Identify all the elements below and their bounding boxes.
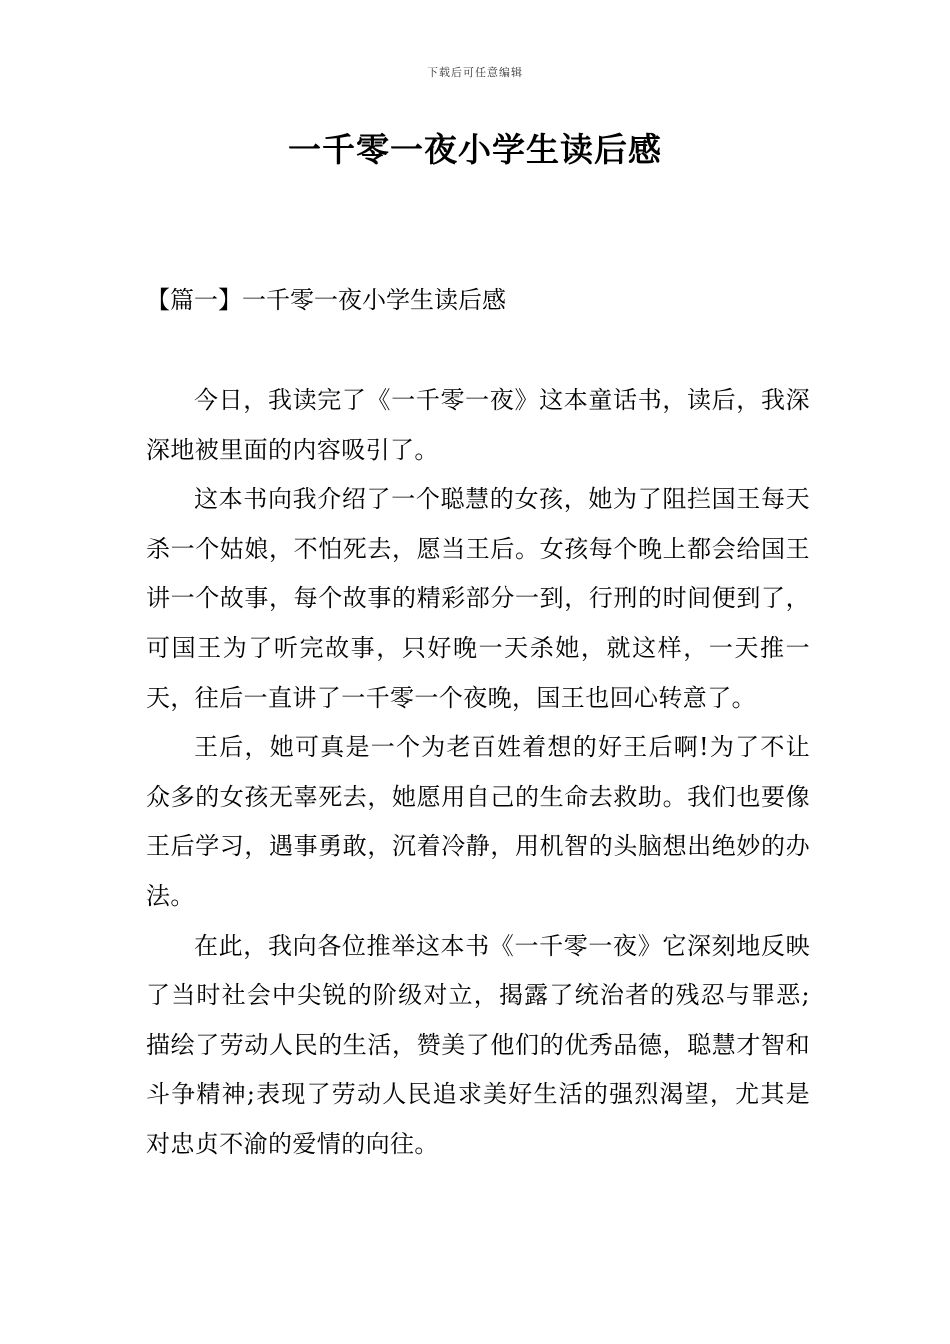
paragraph-2: 这本书向我介绍了一个聪慧的女孩，她为了阻拦国王每天杀一个姑娘，不怕死去，愿当王后。女孩每个晚上都会给国王讲一个故事，每个故事的精彩部分一到，行刑的时间便到了，可国王为了听完故事，只好晚一天杀她，就这样，一天推一天，往后一直讲了一千零一个夜晚，国王也回心转意了。 (146, 485, 810, 712)
section-heading: 【篇一】一千零一夜小学生读后感 (146, 286, 506, 314)
document-title: 一千零一夜小学生读后感 (288, 130, 662, 169)
paragraph-3: 王后，她可真是一个为老百姓着想的好王后啊!为了不让众多的女孩无辜死去，她愿用自己的生命去救助。我们也要像王后学习，遇事勇敢，沉着冷静，用机智的头脑想出绝妙的办法。 (146, 733, 810, 910)
header-note: 下载后可任意编辑 (427, 66, 523, 79)
paragraph-4: 在此，我向各位推举这本书《一千零一夜》它深刻地反映了当时社会中尖锐的阶级对立，揭露了统治者的残忍与罪恶;描绘了劳动人民的生活，赞美了他们的优秀品德，聪慧才智和斗争精神;表现了劳动人民追求美好生活的强烈渴望，尤其是对忠贞不渝的爱情的向往。 (146, 931, 810, 1158)
paragraph-1: 今日，我读完了《一千零一夜》这本童话书，读后，我深深地被里面的内容吸引了。 (146, 386, 810, 464)
body-text (146, 376, 810, 1170)
